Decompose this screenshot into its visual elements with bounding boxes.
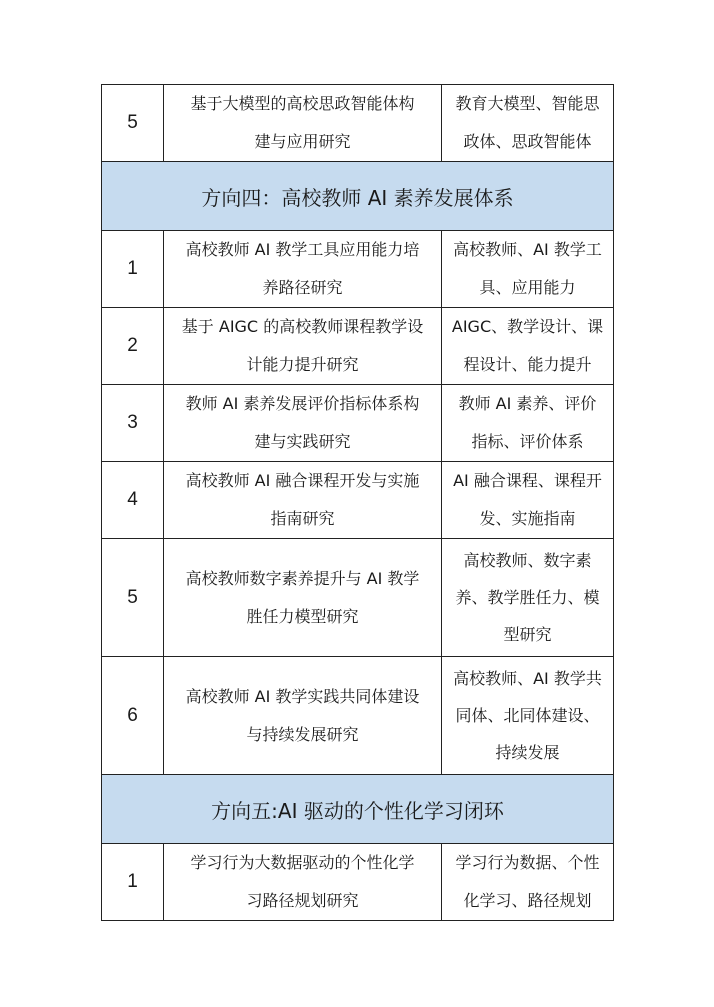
table-row	[102, 657, 614, 775]
keywords-line: 程设计、能力提升	[463, 355, 592, 374]
keywords-line: 发、实施指南	[479, 509, 576, 528]
topic-title-line: 习路径规划研究	[246, 891, 359, 910]
keywords-line: 持续发展	[495, 743, 560, 762]
keywords-line: AI 融合课程、课程开	[453, 471, 602, 490]
keywords-line: 高校教师、数字素	[463, 551, 592, 570]
topic-title	[164, 657, 442, 775]
topic-title-line: 教师 AI 素养发展评价指标体系构	[185, 394, 420, 413]
table-row	[102, 462, 614, 539]
keywords-line: 学习行为数据、个性	[455, 853, 600, 872]
topic-title	[164, 308, 442, 385]
row-number: 3	[102, 385, 164, 462]
row-number: 4	[102, 462, 164, 539]
row-number: 5	[102, 85, 164, 162]
topic-keywords	[442, 539, 614, 657]
keywords-line: 同体、北同体建设、	[455, 706, 600, 725]
research-topics-table	[101, 84, 614, 921]
topic-keywords	[442, 462, 614, 539]
table-row	[102, 539, 614, 657]
table-row	[102, 844, 614, 921]
topic-title	[164, 462, 442, 539]
topic-keywords	[442, 308, 614, 385]
topic-title-line: 高校教师数字素养提升与 AI 教学	[185, 568, 420, 588]
topic-keywords	[442, 385, 614, 462]
topic-title-line: 高校教师 AI 教学实践共同体建设	[185, 686, 420, 706]
topic-title	[164, 844, 442, 921]
topic-title-line: 指南研究	[270, 509, 335, 528]
table-row	[102, 85, 614, 162]
topic-title	[164, 385, 442, 462]
keywords-line: 养、教学胜任力、模	[455, 588, 600, 607]
topic-title-line: 基于 AIGC 的高校教师课程教学设	[181, 317, 424, 336]
topic-title-line: 计能力提升研究	[246, 355, 359, 374]
section-header-row	[102, 162, 614, 231]
topic-title-line: 养路径研究	[262, 278, 343, 297]
table-row	[102, 231, 614, 308]
topic-keywords	[442, 657, 614, 775]
keywords-line: 型研究	[503, 625, 552, 644]
topic-title-line: 建与实践研究	[254, 432, 351, 451]
topic-title-line: 高校教师 AI 教学工具应用能力培	[185, 240, 420, 259]
keywords-line: 具、应用能力	[479, 278, 576, 297]
keywords-line: AIGC、教学设计、课	[451, 317, 604, 336]
row-number: 2	[102, 308, 164, 385]
table-row	[102, 385, 614, 462]
topic-keywords	[442, 231, 614, 308]
row-number: 5	[102, 539, 164, 657]
topic-title-line: 与持续发展研究	[246, 724, 359, 744]
section-heading: 方向四：高校教师 AI 素养发展体系	[102, 162, 614, 231]
topic-title-line: 胜任力模型研究	[246, 606, 359, 626]
topic-title	[164, 539, 442, 657]
topic-title	[164, 231, 442, 308]
topic-keywords	[442, 844, 614, 921]
keywords-line: 高校教师、AI 教学共	[453, 669, 602, 688]
table-row	[102, 308, 614, 385]
topic-title-line: 基于大模型的高校思政智能体构	[190, 94, 415, 113]
topic-keywords	[442, 85, 614, 162]
row-number: 1	[102, 844, 164, 921]
keywords-line: 化学习、路径规划	[463, 891, 592, 910]
keywords-line: 政体、思政智能体	[463, 132, 592, 151]
topic-title-line: 高校教师 AI 融合课程开发与实施	[185, 471, 420, 490]
research-topics-table-container	[101, 84, 613, 921]
keywords-line: 教育大模型、智能思	[455, 94, 600, 113]
section-header-row	[102, 775, 614, 844]
section-heading: 方向五:AI 驱动的个性化学习闭环	[102, 775, 614, 844]
row-number: 1	[102, 231, 164, 308]
keywords-line: 教师 AI 素养、评价	[458, 394, 597, 413]
keywords-line: 指标、评价体系	[471, 432, 584, 451]
topic-title	[164, 85, 442, 162]
topic-title-line: 学习行为大数据驱动的个性化学	[190, 853, 415, 872]
topic-title-line: 建与应用研究	[254, 132, 351, 151]
keywords-line: 高校教师、AI 教学工	[453, 240, 602, 259]
row-number: 6	[102, 657, 164, 775]
